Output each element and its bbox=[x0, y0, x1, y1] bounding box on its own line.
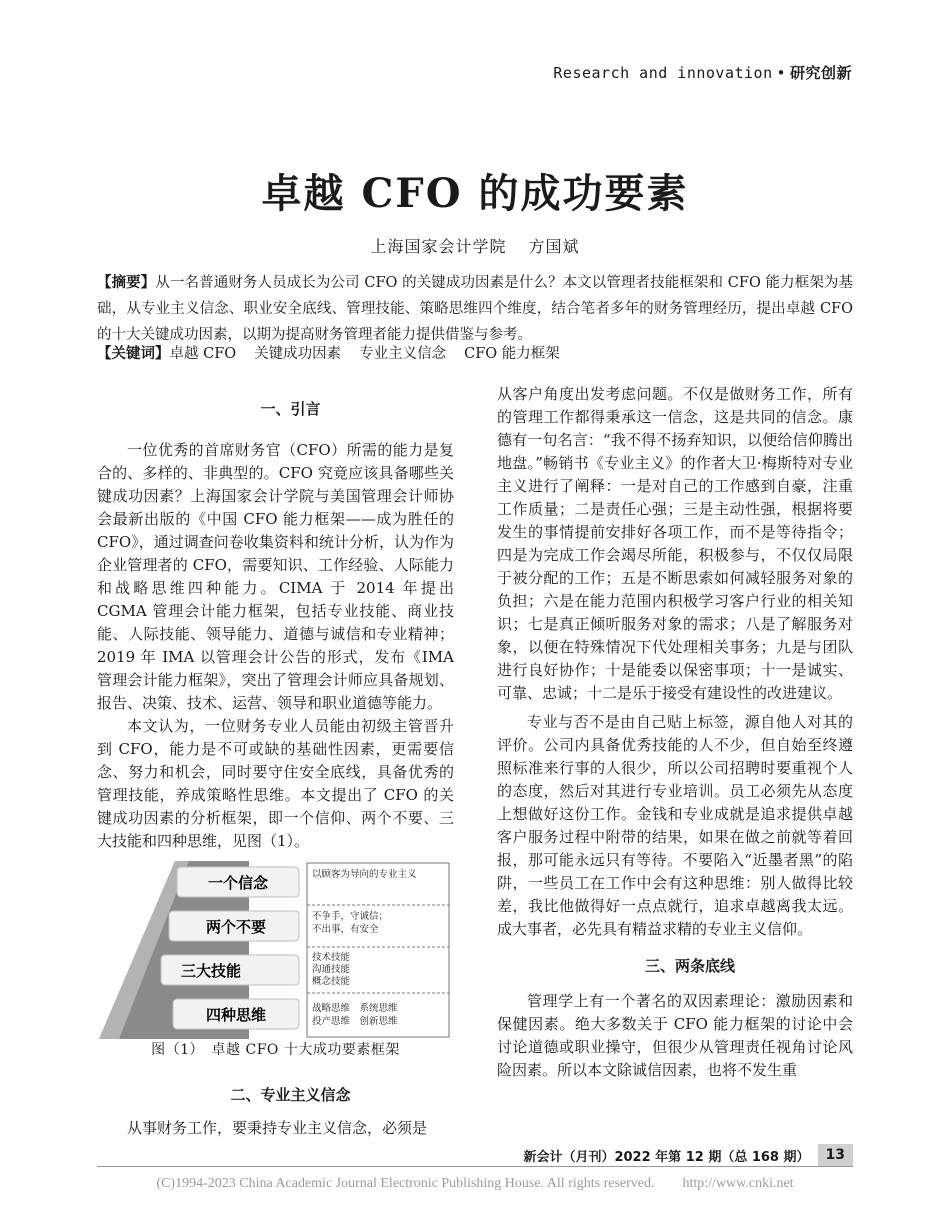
box-2-line: 不争手，守诚信； bbox=[312, 911, 389, 922]
tier-4-label: 四种思维 bbox=[205, 1006, 267, 1024]
keywords-label: 【关键词】 bbox=[97, 346, 170, 362]
tier-1-label: 一个信念 bbox=[207, 874, 269, 892]
keywords bbox=[97, 342, 853, 366]
left-column bbox=[97, 398, 454, 1140]
copyright-watermark: (C)1994-2023 China Academic Journal Electronic Publishing House. All rights reserved. http://www.cnki.net bbox=[156, 1176, 794, 1191]
abstract-label: 【摘要】 bbox=[97, 275, 156, 291]
author-line bbox=[0, 234, 950, 257]
header-separator: • bbox=[776, 64, 786, 82]
keyword: 专业主义信念 bbox=[359, 346, 447, 362]
footer-rule bbox=[97, 1166, 853, 1167]
running-header bbox=[553, 62, 852, 83]
tier-2-label: 两个不要 bbox=[205, 918, 267, 936]
header-chinese: 研究创新 bbox=[789, 64, 852, 82]
right-column bbox=[497, 383, 853, 1082]
box-3-line: 概念技能 bbox=[312, 976, 351, 987]
journal-info: 新会计（月刊）2022 年第 12 期（总 168 期） bbox=[523, 1149, 810, 1165]
author-name: 方国斌 bbox=[528, 237, 580, 256]
author-affiliation: 上海国家会计学院 bbox=[370, 237, 507, 256]
figure-caption: 图（1） 卓越 CFO 十大成功要素框架 bbox=[151, 1042, 400, 1058]
section-heading-introduction: 一、引言 bbox=[260, 400, 321, 418]
box-3-line: 技术技能 bbox=[312, 952, 351, 963]
box-1-line: 以顾客为导向的专业主义 bbox=[312, 869, 417, 880]
section-heading-professionalism: 二、专业主义信念 bbox=[230, 1086, 351, 1104]
article-title: 卓越 CFO 的成功要素 bbox=[261, 170, 689, 217]
box-4-line: 投产思维 创新思维 bbox=[312, 1016, 398, 1027]
abstract-text: 从一名普通财务人员成长为公司 CFO 的关键成功因素是什么？本文以管理者技能框架和 CFO 能力框架为基础，从专业主义信念、职业安全底线、管理技能、策略思维四个维度，结合笔者多年的财务管理经历，提出卓越 CFO 的十大关键成功因素，以期为提高财务管理者能力提供借鉴与参考。 bbox=[97, 275, 853, 343]
keyword: CFO 能力框架 bbox=[464, 346, 560, 362]
tier-3-label: 三大技能 bbox=[180, 962, 242, 980]
box-4-line: 战略思维 系统思维 bbox=[312, 1003, 398, 1014]
paragraph: 管理学上有一个著名的双因素理论：激励因素和保健因素。绝大多数关于 CFO 能力框架的讨论中会讨论道德或职业操守，但很少从管理责任视角讨论风险因素。所以本文除诚信因素，也将不发生重 bbox=[497, 992, 853, 1079]
framework-diagram bbox=[99, 861, 451, 1039]
header-english: Research and innovation bbox=[553, 64, 773, 82]
paragraph: 从事财务工作，要秉持专业主义信念，必须是 bbox=[127, 1119, 428, 1137]
paragraph: 专业与否不是由自己贴上标签，源自他人对其的评价。公司内具备优秀技能的人不少，但自始至终遵照标准来行事的人很少，所以公司招聘时要重视个人的态度，然后对其进行专业培训。员工必须先从态度上想做好这份工作。金钱和专业成就是追求提供卓越客户服务过程中附带的结果，如果在做之前就等着回报，那可能永远只有等待。不要陷入“近墨者黑”的陷阱，一些员工在工作中会有这种思维：别人做得比较差，我比他做得好一点点就行，追求卓越离我太远。成大事者，必先具有精益求精的专业主义信仰。 bbox=[497, 713, 853, 938]
abstract bbox=[97, 270, 853, 348]
paragraph: 一位优秀的首席财务官（CFO）所需的能力是复合的、多样的、非典型的。CFO 究竟应该具备哪些关键成功因素？上海国家会计学院与美国管理会计师协会最新出版的《中国 CFO 能力框架——成为胜任的 CFO》，通过调查问卷收集资料和统计分析，认为作为企业管理者的 CFO，需要知识、工作经验、人际能力和战略思维四种能力。CIMA 于 2014 年提出 CGMA 管理会计能力框架，包括专业技能、商业技能、人际技能、领导能力、道德与诚信和专业精神；2019 年 IMA 以管理会计公告的形式，发布《IMA 管理会计能力框架》，突出了管理会计师应具备规划、报告、决策、技术、运营、领导和职业道德等能力。 bbox=[97, 441, 454, 712]
framework-figure bbox=[99, 861, 451, 1039]
page-number: 13 bbox=[818, 1144, 853, 1166]
keyword: 关键成功因素 bbox=[254, 346, 342, 362]
section-heading-bottom-lines: 三、两条底线 bbox=[644, 957, 735, 975]
box-3-line: 沟通技能 bbox=[312, 964, 351, 975]
paragraph: 本文认为，一位财务专业人员能由初级主管晋升到 CFO，能力是不可或缺的基础性因素，更需要信念、努力和机会，同时要守住安全底线，具备优秀的管理技能，养成策略性思维。本文提出了 CFO 的关键成功因素的分析框架，即一个信仰、两个不要、三大技能和四种思维，见图（1）。 bbox=[97, 717, 454, 850]
paragraph: 从客户角度出发考虑问题。不仅是做财务工作，所有的管理工作都得秉承这一信念，这是共同的信念。康德有一句名言：“我不得不扬弃知识，以便给信仰腾出地盘。”畅销书《专业主义》的作者大卫·梅斯特对专业主义进行了阐释：一是对自己的工作感到自豪，注重工作质量；二是责任心强；三是主动性强，根据将要发生的事情提前安排好各项工作，而不是等待指令；四是为完成工作会竭尽所能，积极参与，不仅仅局限于被分配的工作；五是不断思索如何减轻服务对象的负担；六是在能力范围内积极学习客户行业的相关知识；七是真正倾听服务对象的需求；八是了解服务对象，以便在特殊情况下代处理相关事务；九是与团队进行良好协作；十是能委以保密事项；十一是诚实、可靠、忠诚；十二是乐于接受有建设性的改进建议。 bbox=[497, 385, 853, 702]
box-2-line: 不出事，有安全 bbox=[312, 924, 379, 935]
page-footer bbox=[523, 1144, 853, 1166]
keyword: 卓越 CFO bbox=[169, 346, 237, 362]
